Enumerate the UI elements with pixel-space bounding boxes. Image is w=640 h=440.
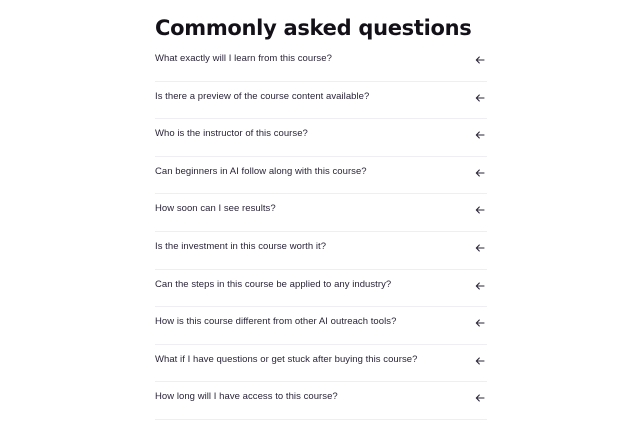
arrow-left-icon[interactable] — [475, 356, 485, 366]
faq-item[interactable] — [155, 345, 487, 383]
faq-item[interactable] — [155, 82, 487, 120]
arrow-left-icon[interactable] — [475, 130, 485, 140]
arrow-left-icon[interactable] — [475, 281, 485, 291]
faq-question: Can the steps in this course be applied to any industry? — [155, 278, 392, 290]
faq-item[interactable] — [155, 382, 487, 420]
faq-question: Can beginners in AI follow along with this course? — [155, 165, 367, 177]
faq-item[interactable] — [155, 194, 487, 232]
arrow-left-icon[interactable] — [475, 55, 485, 65]
faq-item[interactable] — [155, 270, 487, 308]
arrow-left-icon[interactable] — [475, 318, 485, 328]
faq-title: Commonly asked questions — [155, 16, 472, 40]
faq-question: How soon can I see results? — [155, 203, 276, 215]
arrow-left-icon[interactable] — [475, 393, 485, 403]
faq-question: Is there a preview of the course content available? — [155, 90, 370, 102]
faq-question: How is this course different from other AI outreach tools? — [155, 316, 397, 328]
faq-item[interactable] — [155, 307, 487, 345]
faq-question: What if I have questions or get stuck after buying this course? — [155, 353, 418, 365]
faq-item[interactable] — [155, 44, 487, 82]
faq-item[interactable] — [155, 232, 487, 270]
faq-item[interactable] — [155, 157, 487, 195]
faq-list — [155, 44, 487, 420]
faq-section — [155, 0, 487, 420]
arrow-left-icon[interactable] — [475, 93, 485, 103]
faq-question: Is the investment in this course worth it? — [155, 240, 327, 252]
faq-question: Who is the instructor of this course? — [155, 128, 308, 140]
arrow-left-icon[interactable] — [475, 168, 485, 178]
faq-question: How long will I have access to this course? — [155, 391, 338, 403]
faq-question: What exactly will I learn from this course? — [155, 53, 332, 64]
faq-item[interactable] — [155, 119, 487, 157]
arrow-left-icon[interactable] — [475, 205, 485, 215]
arrow-left-icon[interactable] — [475, 243, 485, 253]
